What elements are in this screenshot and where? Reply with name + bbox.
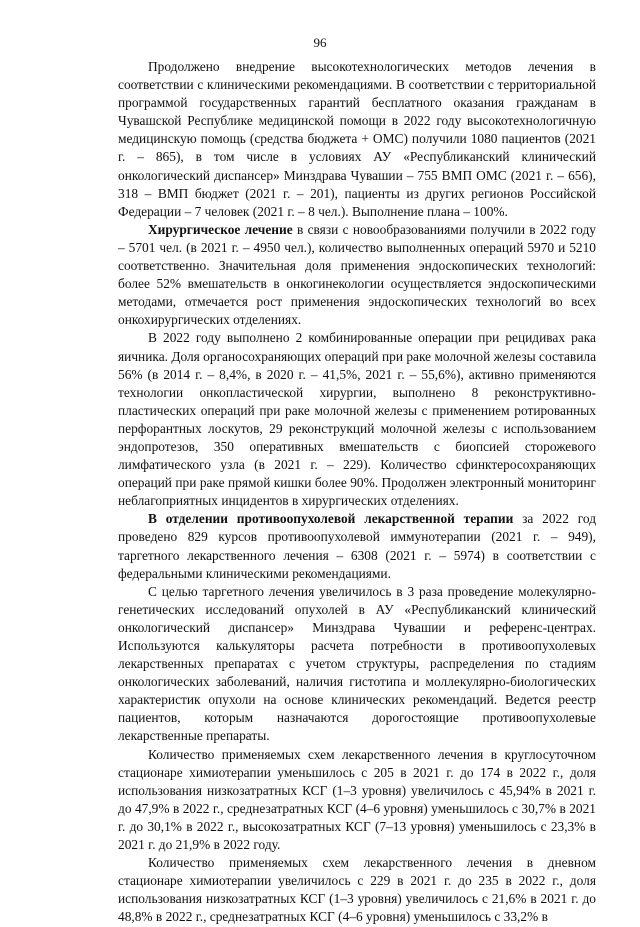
page-number: 96 [313,35,327,50]
paragraph-combined-operations [118,329,596,510]
paragraph-text: С целью таргетного лечения увеличилось в 3 раза проведение молекулярно-генетических исследований опухолей в АУ «Республиканский клинический онкологический диспансер» Минздрава Чувашии и референс-центрах. Используются калькуляторы расчета потребности в противоопухолевых лекарственных препаратах с учетом структуры, распределения по стадиям онкологических заболеваний, наличия гистотипа и моллекулярно-биологических характеристик опухоли на основе клинических рекомендаций. Ведется реестр пациентов, которым назначаются дорогостоящие противоопухолевые лекарственные препараты. [118,583,596,744]
paragraph-hightech-treatment [118,58,596,221]
paragraph-targeted-treatment [118,583,596,746]
paragraph-text: в связи с новообразованиями получили в 2022 году – 5701 чел. (в 2021 г. – 4950 чел.), количество выполненных операций 5970 и 5210 соответственно. Значительная доля применения эндоскопических технологий: более 52% вмешательств в онкогинекологии осуществляется эндоскопическими методами, отмечается рост применения эндоскопических технологий во всех онкохирургических отделениях. [118,221,596,328]
paragraph-day-hospital [118,854,596,926]
paragraph-text: за 2022 год проведено 829 курсов противоопухолевой иммунотерапии (2021 г. – 949), таргетного лекарственного лечения – 6308 (2021 г. – 5974) в соответствии с федеральными клиническими рекомендациями. [118,511,597,581]
paragraph-text: Продолжено внедрение высокотехнологических методов лечения в соответствии с клиническими рекомендациями. В соответствии с территориальной программой государственных гарантий бесплатного оказания гражданам в Чувашской Республике медицинской помощи в 2022 году высокотехнологичную медицинскую помощь (средства бюджета + ОМС) получили 1080 пациентов (2021 г. – 865), в том числе в условиях АУ «Республиканский клинический онкологический диспансер» Минздрава Чувашии – 755 ВМП ОМС (2021 г. – 656), 318 – ВМП бюджет (2021 г. – 201), пациенты из других регионов Российской Федерации – 7 человек (2021 г. – 8 чел.). Выполнение плана – 100%. [118,59,596,219]
paragraph-text: Количество применяемых схем лекарственного лечения в дневном стационаре химиотерапии увеличилось с 229 в 2021 г. до 235 в 2022 г., доля использования низкозатратных КСГ (1–3 уровня) увеличилось с 21,6% в 2021 г. до 48,8% в 2022 г., среднезатратных КСГ (4–6 уровня) уменьшилось с 33,2% в [118,855,596,925]
paragraph-text: В 2022 году выполнено 2 комбинированные операции при рецидивах рака яичника. Доля органосохраняющих операций при раке молочной железы составила 56% (в 2014 г. – 8,4%, в 2020 г. – 41,5%, 2021 г. – 55,6%), активно применяются технологии онкопластической хирургии, выполнено 8 реконструктивно-пластических операций при раке молочной железы с применением ротированных перфорантных лоскутов, 29 реконструкций молочной железы с использованием эндопротезов, 350 оперативных вмешательств с биопсией сторожевого лимфатического узла (в 2021 г. – 229). Количество сфинктеросохраняющих операций при раке прямой кишки более 90%. Продолжен электронный мониторинг неблагоприятных инцидентов в хирургических отделениях. [118,330,597,509]
document-body [118,58,596,927]
paragraph-heading: Хирургическое лечение [148,221,293,237]
paragraph-heading: В отделении противоопухолевой лекарственной терапии [148,511,514,527]
paragraph-round-the-clock-hospital [118,746,596,855]
paragraph-drug-therapy-department [118,510,596,582]
paragraph-text: Количество применяемых схем лекарственного лечения в круглосуточном стационаре химиотерапии уменьшилось с 205 в 2021 г. до 174 в 2022 г., доля использования низкозатратных КСГ (1–3 уровня) увеличилось с 45,94% в 2021 г. до 47,9% в 2022 г., среднезатратных КСГ (4–6 уровня) уменьшилось с 30,7% в 2021 г. до 30,1% в 2022 г., высокозатратных КСГ (7–13 уровня) уменьшилось с 23,3% в 2021 г. до 21,9% в 2022 году. [118,746,596,853]
paragraph-surgical-treatment [118,221,596,330]
